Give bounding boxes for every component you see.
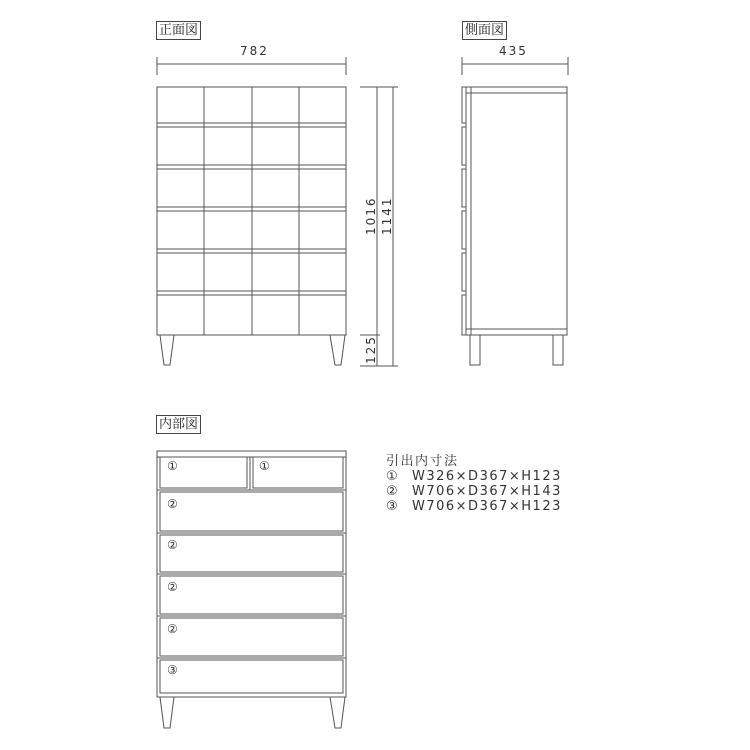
spec-title: 引出内寸法 — [386, 454, 459, 469]
front-width-dim: 782 — [240, 44, 269, 58]
spec-dims: W706×D367×H143 — [412, 484, 562, 499]
drawer-spec-list — [386, 454, 562, 514]
spec-num: ① — [386, 469, 400, 484]
total-height-dim: 1141 — [380, 196, 394, 235]
spec-row-3 — [386, 499, 562, 514]
spec-row-1 — [386, 469, 562, 484]
spec-row-2 — [386, 484, 562, 499]
drawer-mark-3: ③ — [167, 663, 178, 677]
drawer-mark-1b: ① — [259, 459, 270, 473]
spec-num: ③ — [386, 499, 400, 514]
front-cabinet — [157, 87, 346, 365]
spec-dims: W706×D367×H123 — [412, 499, 562, 514]
drawer-mark-2c: ② — [167, 580, 178, 594]
front-view-label: 正面図 — [156, 21, 201, 40]
side-depth-dimension-line — [462, 57, 568, 75]
interior-view-label: 内部図 — [156, 415, 201, 434]
front-width-dimension-line — [157, 57, 346, 75]
interior-cabinet — [157, 451, 346, 728]
drawer-mark-2b: ② — [167, 538, 178, 552]
leg-height-dim: 125 — [364, 335, 378, 364]
side-view-label: 側面図 — [462, 21, 507, 40]
side-cabinet — [462, 87, 567, 365]
drawer-mark-1a: ① — [167, 459, 178, 473]
drawer-mark-2d: ② — [167, 622, 178, 636]
drawer-mark-2a: ② — [167, 497, 178, 511]
body-height-dim: 1016 — [364, 196, 378, 235]
spec-num: ② — [386, 484, 400, 499]
front-height-dimension-lines — [360, 87, 398, 366]
side-depth-dim: 435 — [499, 44, 528, 58]
spec-dims: W326×D367×H123 — [412, 469, 562, 484]
